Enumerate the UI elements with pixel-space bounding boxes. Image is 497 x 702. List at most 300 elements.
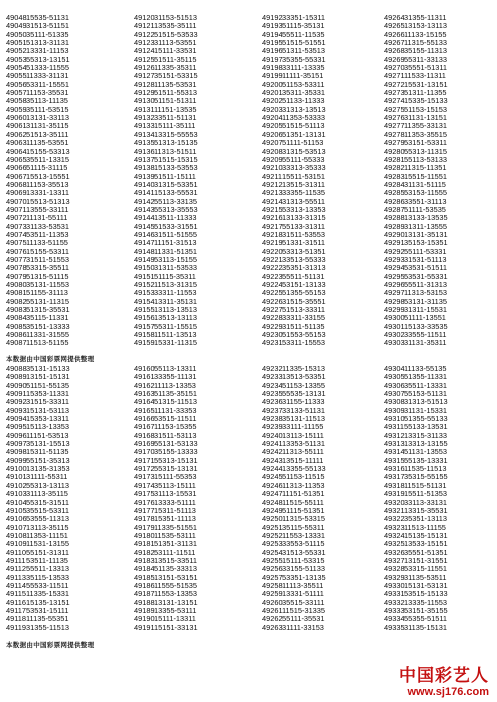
draw-result: 13515-33511: [154, 555, 198, 565]
table-column: [262, 14, 382, 348]
draw-result: 31131-15331: [404, 405, 448, 415]
draw-result: 31113-35115: [26, 489, 68, 499]
draw-number: 49204: [262, 113, 283, 123]
draw-result: 51313-15135: [154, 138, 198, 148]
draw-result: 55133-13531: [404, 422, 448, 432]
draw-number: 49307: [384, 389, 405, 399]
draw-number: 49064: [6, 146, 27, 156]
draw-result: 51315-35531: [26, 305, 70, 315]
draw-result: 51333-11555: [26, 63, 70, 73]
draw-number: 49151: [134, 271, 155, 281]
draw-number: 49079: [6, 271, 27, 281]
draw-number: 49326: [384, 547, 405, 557]
draw-result: 53555-11313: [26, 514, 70, 524]
draw-number: 49264: [384, 13, 405, 22]
draw-result: 35355-55331: [282, 54, 326, 64]
draw-number: 49216: [262, 213, 283, 223]
draw-number: 49330: [384, 580, 405, 590]
draw-result: 55113-53133: [404, 154, 448, 164]
draw-number: 49072: [6, 213, 27, 223]
draw-result: 33311-11553: [154, 288, 197, 298]
draw-number: 49262: [262, 614, 283, 624]
draw-number: 49223: [262, 271, 283, 281]
draw-result: 13151-31551: [404, 555, 448, 565]
draw-result: 15135-15131: [404, 530, 448, 540]
draw-number: 49180: [134, 530, 155, 540]
draw-result: 35111-51335: [26, 29, 69, 39]
draw-number: 49178: [134, 514, 155, 524]
draw-result: 51153-53311: [282, 79, 325, 89]
draw-number: 49147: [134, 238, 155, 248]
draw-number: 49237: [262, 405, 283, 415]
draw-number: 49261: [262, 605, 283, 615]
draw-number: 49123: [134, 38, 155, 48]
draw-result: 31111-33153: [282, 622, 324, 632]
draw-number: 49157: [134, 321, 155, 331]
draw-result: 35131-11553: [26, 280, 70, 289]
draw-result: 15535-51131: [26, 13, 70, 22]
draw-number: 49314: [384, 447, 405, 457]
draw-number: 49247: [262, 489, 283, 499]
draw-number: 49070: [6, 196, 27, 206]
draw-number: 49290: [384, 229, 405, 239]
draw-result: 35131-15133: [26, 364, 70, 373]
draw-result: 33113-33131: [404, 497, 448, 507]
table-row: [262, 339, 382, 347]
draw-result: 51355-55153: [282, 288, 326, 298]
draw-result: 11153-35513: [26, 179, 69, 189]
draw-number: 49109: [6, 539, 27, 549]
draw-result: 11133-15155: [404, 29, 447, 39]
draw-number: 49184: [134, 564, 155, 574]
draw-number: 49252: [262, 530, 283, 540]
draw-number: 49274: [384, 96, 405, 106]
table-column: [6, 365, 126, 632]
draw-number: 49135: [134, 138, 155, 148]
draw-number: 49265: [384, 21, 405, 31]
draw-result: 31515-35551: [282, 296, 326, 306]
draw-number: 49299: [384, 305, 405, 315]
draw-result: 35151-53315: [154, 71, 198, 81]
draw-number: 49328: [384, 564, 405, 574]
draw-number: 49271: [384, 71, 405, 81]
draw-result: 13311-35131: [154, 296, 198, 306]
draw-number: 49193: [262, 21, 283, 31]
draw-number: 49056: [6, 79, 27, 89]
draw-number: 49170: [134, 447, 155, 457]
draw-result: 31511-53113: [154, 430, 197, 440]
draw-number: 49098: [6, 447, 27, 457]
draw-result: 11335-51551: [154, 522, 198, 532]
draw-number: 49107: [6, 522, 27, 532]
draw-result: 15335-15133: [404, 96, 448, 106]
draw-number: 49217: [262, 221, 283, 231]
draw-result: 31311-13555: [404, 221, 448, 231]
draw-number: 49061: [6, 121, 27, 131]
draw-number: 49069: [6, 188, 27, 198]
draw-number: 49171: [134, 455, 155, 465]
draw-number: 49297: [384, 288, 405, 298]
draw-result: 13515-31311: [282, 179, 326, 189]
draw-number: 49254: [262, 547, 283, 557]
draw-number: 49209: [262, 154, 283, 164]
draw-number: 49246: [262, 480, 283, 490]
draw-number: 49308: [384, 397, 405, 407]
draw-number: 49300: [384, 313, 405, 323]
draw-number: 49055: [6, 71, 27, 81]
draw-result: 55315-31511: [26, 497, 70, 507]
draw-number: 49213: [262, 188, 283, 198]
draw-result: 55133-31311: [282, 221, 326, 231]
draw-number: 49319: [384, 489, 405, 499]
draw-result: 51115-51351: [282, 505, 325, 515]
draw-result: 31311-15531: [404, 305, 448, 315]
table-row: [384, 624, 497, 632]
draw-number: 49298: [384, 296, 405, 306]
draw-result: 31355-11311: [404, 13, 447, 22]
draw-result: 51153-13355: [282, 380, 326, 390]
draw-result: 35151-13333: [26, 321, 70, 331]
draw-number: 49248: [262, 497, 283, 507]
draw-number: 49137: [134, 154, 155, 164]
draw-number: 49306: [384, 380, 405, 390]
draw-number: 49251: [262, 522, 283, 532]
draw-result: 53311-15551: [26, 79, 70, 89]
draw-number: 49215: [262, 204, 283, 214]
draw-number: 49270: [384, 63, 405, 73]
draw-result: 51311-53513: [282, 46, 326, 56]
draw-result: 13313-13155: [404, 439, 448, 449]
draw-result: 31515-33311: [26, 397, 70, 407]
draw-number: 49118: [6, 614, 27, 624]
draw-result: 13331-13311: [26, 188, 70, 198]
draw-number: 49129: [134, 88, 155, 98]
draw-number: 49244: [262, 464, 283, 474]
draw-result: 31131-35115: [26, 121, 69, 131]
draw-result: 31313-51513: [404, 397, 448, 407]
table-row: [134, 624, 254, 632]
draw-number: 49243: [262, 455, 283, 465]
draw-result: 11313-53153: [404, 288, 448, 298]
draw-number: 49112: [6, 564, 27, 574]
draw-number: 49195: [262, 38, 283, 48]
draw-result: 15111-53315: [282, 555, 325, 565]
draw-result: 11315-11351: [404, 163, 447, 173]
draw-result: 51131-13553: [404, 447, 448, 457]
draw-number: 49181: [134, 539, 155, 549]
draw-number: 49131: [134, 104, 155, 114]
draw-result: 11133-55135: [404, 364, 447, 373]
draw-number: 49175: [134, 489, 155, 499]
draw-number: 49268: [384, 46, 405, 56]
draw-result: 31315-53513: [282, 146, 326, 156]
draw-result: 11313-11353: [282, 480, 325, 490]
draw-result: 51153-11515: [282, 472, 325, 482]
draw-result: 31513-51151: [26, 21, 70, 31]
draw-number: 49263: [262, 622, 283, 632]
draw-result: 51151-55135: [26, 380, 70, 390]
draw-result: 11153-35531: [26, 88, 69, 98]
draw-number: 49199: [262, 71, 283, 81]
footer-note: 本数据由中国彩票网提供整理: [6, 641, 95, 649]
draw-number: 49225: [262, 288, 283, 298]
draw-number: 49289: [384, 221, 405, 231]
draw-number: 49088: [6, 364, 27, 373]
draw-number: 49144: [134, 213, 155, 223]
draw-number: 49111: [6, 555, 26, 565]
draw-result: 55113-33135: [154, 196, 198, 206]
draw-result: 31315-53351: [154, 179, 198, 189]
draw-result: 51115-35131: [282, 21, 325, 31]
draw-number: 49054: [6, 63, 27, 73]
draw-result: 35155-11313: [404, 46, 448, 56]
draw-result: 15351-11113: [154, 514, 196, 524]
draw-number: 49165: [134, 405, 155, 415]
draw-result: 13535-35111: [154, 21, 197, 31]
draw-result: 51351-13131: [282, 129, 326, 139]
draw-result: 33111-11155: [282, 422, 324, 432]
draw-result: 51111-53535: [404, 204, 446, 214]
draw-result: 51553-55153: [282, 330, 326, 340]
draw-result: 53113-15155: [154, 254, 198, 264]
draw-number: 49050: [6, 29, 27, 39]
draw-result: 51513-33311: [282, 305, 326, 315]
draw-number: 49325: [384, 539, 405, 549]
draw-result: 15155-53313: [26, 146, 70, 156]
draw-number: 49101: [6, 472, 27, 482]
draw-result: 51153-15153: [404, 104, 448, 114]
draw-result: 11131-55111: [26, 213, 68, 223]
draw-result: 31111-55311: [26, 472, 68, 482]
draw-result: 15515-11551: [404, 171, 448, 181]
draw-result: 55313-11315: [404, 146, 448, 156]
draw-number: 49296: [384, 280, 405, 289]
draw-result: 35115-11331: [26, 313, 69, 323]
draw-result: 13333-51111: [154, 497, 196, 507]
draw-number: 49115: [6, 589, 27, 599]
draw-number: 49158: [134, 330, 155, 340]
draw-number: 49080: [6, 280, 27, 289]
draw-number: 49127: [134, 71, 155, 81]
draw-result: 15111-55353: [154, 472, 197, 482]
draw-number: 49280: [384, 146, 405, 156]
draw-number: 49093: [6, 405, 27, 415]
draw-number: 49291: [384, 238, 405, 248]
draw-result: 51511-15111: [154, 171, 196, 181]
table-row: [6, 624, 126, 632]
table-row: [262, 624, 382, 632]
table-row: [134, 339, 254, 347]
draw-number: 49163: [134, 389, 155, 399]
draw-result: 51513-35111: [26, 129, 69, 139]
draw-result: 11555-51535: [154, 580, 198, 590]
draw-number: 49219: [262, 238, 283, 248]
draw-number: 49273: [384, 88, 405, 98]
draw-number: 49177: [134, 505, 155, 515]
draw-number: 49310: [384, 414, 405, 424]
draw-result: 51155-31113: [26, 288, 68, 298]
draw-result: 55113-13311: [154, 364, 197, 373]
draw-number: 49077: [6, 254, 27, 264]
draw-number: 49313: [384, 439, 405, 449]
draw-result: 11553-13331: [282, 530, 326, 540]
draw-result: 31131-51115: [404, 179, 446, 189]
draw-result: 35551-51351: [404, 547, 448, 557]
draw-number: 49102: [6, 480, 27, 490]
table-row: [384, 339, 497, 347]
draw-result: 31511-51135: [282, 321, 325, 331]
draw-number: 49240: [262, 430, 283, 440]
draw-number: 49187: [134, 589, 155, 599]
draw-number: 49161: [134, 372, 155, 382]
draw-number: 49089: [6, 372, 27, 382]
draw-result: 33355-11535: [282, 188, 326, 198]
draw-result: 55315-13131: [154, 464, 198, 474]
draw-result: 11513-31315: [154, 280, 198, 289]
draw-result: 53511-11353: [26, 229, 69, 239]
draw-result: 13511-11333: [154, 213, 197, 223]
draw-result: 11333-31131: [26, 71, 69, 81]
draw-number: 49321: [384, 505, 405, 515]
draw-number: 49315: [384, 455, 405, 465]
table-column: [262, 365, 382, 632]
draw-number: 49172: [134, 464, 155, 474]
draw-result: 13315-31133: [404, 430, 448, 440]
draw-result: 51355-11331: [404, 372, 448, 382]
draw-number: 49153: [134, 288, 155, 298]
draw-number: 49220: [262, 246, 283, 256]
draw-number: 49120: [134, 13, 155, 22]
draw-number: 49284: [384, 179, 405, 189]
draw-number: 49183: [134, 555, 155, 565]
draw-result: 51111-13551: [404, 313, 446, 323]
draw-number: 49141: [134, 188, 155, 198]
draw-number: 49260: [262, 597, 283, 607]
table-column: [134, 365, 254, 632]
draw-result: 13133-13535: [404, 213, 448, 223]
draw-result: 13533-15151: [404, 539, 448, 549]
draw-result: 13355-55133: [282, 464, 326, 474]
draw-number: 49232: [262, 364, 283, 373]
draw-number: 49138: [134, 163, 155, 173]
draw-number: 49063: [6, 138, 27, 148]
draw-result: 11533-11311: [404, 71, 446, 81]
draw-result: 55313-13113: [26, 480, 70, 490]
draw-result: 53515-15133: [404, 589, 448, 599]
draw-number: 49166: [134, 414, 155, 424]
draw-number: 49269: [384, 54, 405, 64]
draw-number: 49156: [134, 313, 155, 323]
draw-number: 49202: [262, 96, 283, 106]
draw-result: 51515-53533: [154, 29, 198, 39]
draw-result: 33155-51133: [282, 564, 326, 574]
draw-result: 55153-51131: [404, 389, 448, 399]
draw-number: 49255: [262, 555, 283, 565]
draw-number: 49190: [134, 614, 155, 624]
draw-result: 33513-55333: [282, 254, 326, 264]
draw-result: 13331-51111: [282, 589, 324, 599]
draw-result: 11535-53111: [154, 530, 196, 540]
draw-number: 49182: [134, 547, 155, 557]
draw-result: 13131-33113: [26, 113, 70, 123]
draw-number: 49227: [262, 305, 283, 315]
draw-number: 49245: [262, 472, 283, 482]
draw-number: 49331: [384, 589, 405, 599]
draw-result: 15111-13311: [154, 614, 196, 624]
draw-result: 35551-51311: [404, 63, 448, 73]
draw-number: 49075: [6, 238, 27, 248]
draw-number: 49179: [134, 522, 155, 532]
draw-result: 51311-11355: [404, 88, 447, 98]
draw-result: 15311-51113: [154, 505, 196, 515]
draw-number: 49143: [134, 204, 155, 214]
draw-number: 49154: [134, 296, 155, 306]
draw-number: 49278: [384, 129, 405, 139]
draw-result: 11335-15331: [26, 589, 70, 599]
draw-result: 53515-11511: [154, 414, 197, 424]
draw-result: 33511-51131: [154, 113, 197, 123]
draw-result: 51533-31551: [154, 221, 198, 231]
draw-number: 49303: [384, 338, 405, 348]
draw-result: 11531-13155: [26, 539, 70, 549]
draw-number: 49051: [6, 38, 27, 48]
draw-result: 53111-11511: [154, 547, 196, 557]
draw-result: 55151-35313: [26, 455, 70, 465]
draw-result: 35131-15513: [26, 439, 70, 449]
draw-result: 31135-53511: [404, 572, 447, 582]
draw-result: 55511-31313: [404, 280, 448, 289]
draw-result: 33351-15311: [282, 13, 326, 22]
draw-result: 11511-13513: [154, 330, 197, 340]
draw-result: 55313-13151: [26, 54, 70, 64]
draw-result: 53351-13135: [282, 572, 326, 582]
draw-number: 49250: [262, 514, 283, 524]
draw-result: 35511-13315: [26, 154, 70, 164]
draw-result: 13113-35115: [26, 522, 69, 532]
draw-result: 13331-11153: [26, 46, 69, 56]
draw-number: 49065: [6, 154, 27, 164]
draw-number: 49142: [134, 196, 155, 206]
draw-number: 49253: [262, 539, 283, 549]
draw-number: 49267: [384, 38, 405, 48]
draw-number: 49221: [262, 254, 283, 264]
draw-number: 49090: [6, 380, 27, 390]
draw-number: 49207: [262, 138, 283, 148]
draw-number: 49233: [262, 372, 283, 382]
draw-number: 49266: [384, 29, 405, 39]
draw-result: 51315-11513: [154, 397, 198, 407]
draw-result: 11135-53531: [154, 79, 197, 89]
draw-number: 49309: [384, 405, 405, 415]
draw-result: 31511-51555: [154, 229, 198, 239]
draw-result: 15133-55531: [154, 188, 198, 198]
draw-number: 49104: [6, 497, 27, 507]
draw-number: 49212: [262, 179, 283, 189]
draw-number: 49067: [6, 171, 27, 181]
draw-number: 49282: [384, 163, 405, 173]
draw-result: 15513-51313: [26, 196, 70, 206]
draw-number: 49259: [262, 589, 283, 599]
draw-result: 35111-53515: [26, 104, 69, 114]
draw-number: 49324: [384, 530, 405, 540]
draw-result: 11353-53333: [282, 113, 326, 123]
draw-result: 53151-53311: [404, 138, 448, 148]
draw-result: 31313-13513: [282, 104, 326, 114]
draw-number: 49249: [262, 505, 283, 515]
draw-result: 53315-11551: [404, 564, 448, 574]
draw-result: 53313-51351: [282, 246, 326, 256]
draw-number: 49082: [6, 296, 27, 306]
